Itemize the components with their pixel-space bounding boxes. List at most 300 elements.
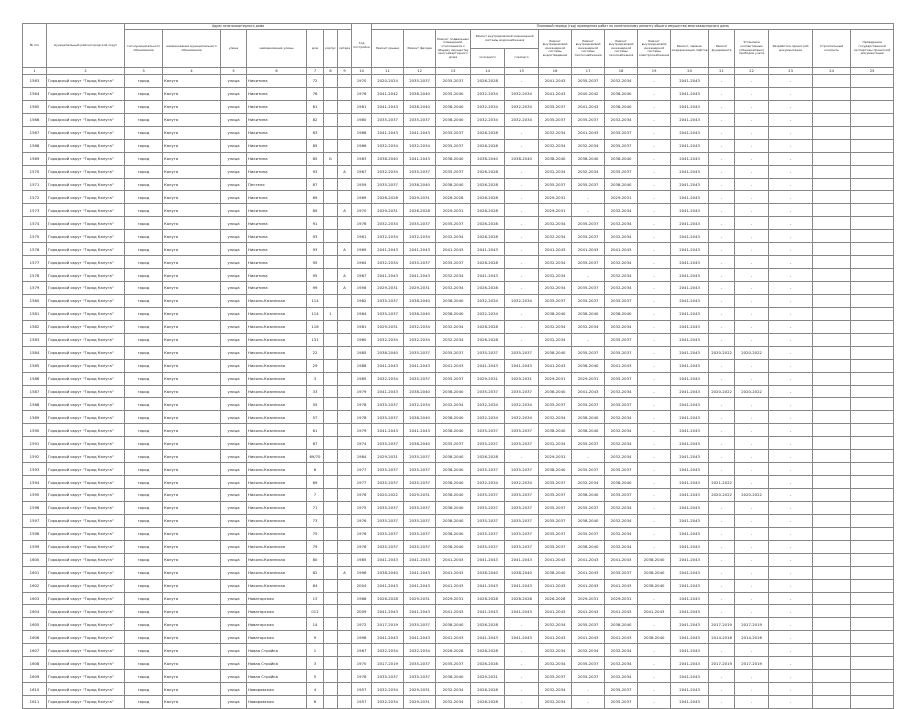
- table-cell: 2004: [352, 579, 372, 592]
- table-row: [23, 424, 894, 437]
- table-cell: -: [638, 450, 671, 463]
- table-cell: 2032-2034: [539, 618, 572, 631]
- table-cell: 2020-2022: [735, 489, 769, 502]
- table-cell: -: [769, 165, 813, 178]
- table-cell: 2032-2034: [539, 411, 572, 424]
- table-cell: 2020-2022: [735, 346, 769, 359]
- table-cell: город: [125, 489, 163, 502]
- table-cell: город: [125, 359, 163, 372]
- table-cell: 1610: [23, 683, 47, 696]
- table-cell: 2032-2034: [539, 333, 572, 346]
- table-cell: 2041-2043: [471, 605, 505, 618]
- table-cell: 2026-2028: [471, 126, 505, 139]
- table-cell: 2032-2034: [605, 113, 638, 126]
- table-cell: 2038-2040: [471, 152, 505, 165]
- table-cell: 2035-2037: [471, 501, 505, 514]
- table-row: [23, 139, 894, 152]
- table-cell: 2035-2037: [572, 657, 605, 670]
- table-cell: [324, 87, 338, 100]
- table-row: [23, 670, 894, 683]
- table-cell: 012: [307, 605, 324, 618]
- table-cell: Калуга: [163, 243, 221, 256]
- column-number: 20: [671, 68, 709, 75]
- table-cell: -: [735, 566, 769, 579]
- table-cell: -: [769, 152, 813, 165]
- table-cell: [851, 165, 894, 178]
- table-cell: улица: [221, 178, 247, 191]
- table-cell: 1604: [23, 605, 47, 618]
- table-cell: [338, 514, 352, 527]
- table-cell: 2041-2043: [671, 113, 709, 126]
- table-cell: 2032-2034: [572, 139, 605, 152]
- table-row: [23, 527, 894, 540]
- table-cell: -: [638, 243, 671, 256]
- table-cell: -: [709, 294, 735, 307]
- table-cell: [813, 683, 851, 696]
- table-cell: 2035-2037: [471, 540, 505, 553]
- table-cell: [338, 333, 352, 346]
- table-cell: 3: [307, 372, 324, 385]
- table-row: [23, 411, 894, 424]
- table-cell: 76: [307, 87, 324, 100]
- table-cell: -: [769, 501, 813, 514]
- table-cell: 2032-2034: [605, 269, 638, 282]
- table-cell: 1966: [352, 139, 372, 152]
- table-cell: -: [709, 126, 735, 139]
- column-number: 15: [505, 68, 539, 75]
- table-cell: 2041-2043: [436, 243, 471, 256]
- table-cell: -: [638, 269, 671, 282]
- table-cell: 2041-2043: [671, 178, 709, 191]
- table-cell: Городской округ "Город Калуга": [47, 333, 125, 346]
- table-cell: 2035-2037: [572, 398, 605, 411]
- table-cell: [813, 320, 851, 333]
- table-cell: Никитина: [247, 282, 307, 295]
- table-cell: -: [769, 87, 813, 100]
- table-cell: 2041-2043: [404, 631, 436, 644]
- table-cell: [813, 243, 851, 256]
- table-cell: [324, 113, 338, 126]
- table-cell: 2035-2037: [572, 178, 605, 191]
- table-cell: 1978: [352, 398, 372, 411]
- header-cell: Ремонт внутридомовой инженерной системы водоотведения: [539, 30, 572, 68]
- table-cell: -: [709, 282, 735, 295]
- table-cell: 87: [307, 178, 324, 191]
- table-cell: [338, 139, 352, 152]
- table-cell: 2041-2043: [404, 152, 436, 165]
- table-cell: город: [125, 618, 163, 631]
- table-cell: Калуга: [163, 579, 221, 592]
- table-cell: Городской округ "Город Калуга": [47, 359, 125, 372]
- table-cell: 2041-2043: [671, 631, 709, 644]
- table-cell: 1568: [23, 139, 47, 152]
- table-cell: 1996: [352, 566, 372, 579]
- table-cell: Городской округ "Город Калуга": [47, 282, 125, 295]
- table-cell: Николо-Козинская: [247, 411, 307, 424]
- table-cell: [324, 372, 338, 385]
- table-cell: 116: [307, 320, 324, 333]
- table-cell: 2035-2037: [505, 463, 539, 476]
- table-cell: 2035-2037: [505, 385, 539, 398]
- header-cell: Ремонт подвальных помещений, относящихся к общему имуществу многоквартирного дома: [436, 30, 471, 68]
- table-cell: 2032-2034: [471, 87, 505, 100]
- header-cell: Установка коллективных (общедомовых) приборов учета: [735, 30, 769, 68]
- table-cell: 82: [307, 566, 324, 579]
- table-cell: А: [338, 243, 352, 256]
- table-cell: город: [125, 113, 163, 126]
- table-cell: Городской округ "Город Калуга": [47, 398, 125, 411]
- table-cell: -: [638, 204, 671, 217]
- table-cell: 1970: [352, 204, 372, 217]
- column-number: 14: [471, 68, 505, 75]
- table-cell: -: [709, 230, 735, 243]
- table-cell: -: [769, 683, 813, 696]
- table-cell: улица: [221, 683, 247, 696]
- table-cell: -: [769, 553, 813, 566]
- table-cell: -: [735, 670, 769, 683]
- table-header: [23, 24, 894, 75]
- table-cell: 2038-2040: [605, 618, 638, 631]
- table-cell: -: [709, 372, 735, 385]
- table-cell: -: [638, 411, 671, 424]
- table-cell: -: [769, 644, 813, 657]
- table-cell: 2041-2043: [671, 372, 709, 385]
- table-cell: 2026-2028: [436, 644, 471, 657]
- table-cell: 2041-2043: [671, 152, 709, 165]
- table-cell: 1: [307, 644, 324, 657]
- header-cell: горячего: [505, 49, 539, 68]
- table-cell: улица: [221, 372, 247, 385]
- table-cell: Николо-Козинская: [247, 320, 307, 333]
- table-cell: 80: [307, 553, 324, 566]
- table-cell: улица: [221, 489, 247, 502]
- table-cell: 2026-2028: [471, 230, 505, 243]
- table-cell: Калуга: [163, 553, 221, 566]
- table-row: [23, 217, 894, 230]
- table-cell: 2035-2037: [505, 514, 539, 527]
- table-cell: -: [735, 476, 769, 489]
- table-cell: Никитина: [247, 165, 307, 178]
- table-cell: [338, 113, 352, 126]
- table-cell: -: [709, 152, 735, 165]
- table-cell: Городской округ "Город Калуга": [47, 450, 125, 463]
- header-cell: № п/п: [23, 24, 47, 68]
- table-cell: 2029-2031: [436, 204, 471, 217]
- table-cell: [851, 514, 894, 527]
- table-cell: 2035-2037: [505, 527, 539, 540]
- table-cell: улица: [221, 566, 247, 579]
- table-cell: -: [638, 165, 671, 178]
- table-cell: А: [338, 204, 352, 217]
- table-cell: 2041-2043: [539, 605, 572, 618]
- table-cell: 2032-2034: [372, 333, 404, 346]
- table-cell: [338, 605, 352, 618]
- table-cell: 2038-2040: [404, 294, 436, 307]
- table-cell: [851, 307, 894, 320]
- table-cell: -: [735, 605, 769, 618]
- table-cell: 2041-2043: [605, 605, 638, 618]
- table-cell: -: [709, 320, 735, 333]
- table-cell: Николо-Козинская: [247, 566, 307, 579]
- table-cell: Новаторская: [247, 631, 307, 644]
- table-cell: 2041-2043: [404, 566, 436, 579]
- table-cell: -: [735, 683, 769, 696]
- table-cell: [338, 230, 352, 243]
- column-number: 19: [638, 68, 671, 75]
- table-cell: 2035-2037: [539, 398, 572, 411]
- table-cell: [324, 165, 338, 178]
- table-cell: 4: [307, 683, 324, 696]
- table-cell: 1577: [23, 256, 47, 269]
- table-cell: -: [769, 282, 813, 295]
- table-cell: -: [769, 398, 813, 411]
- table-cell: Калуга: [163, 346, 221, 359]
- table-cell: город: [125, 450, 163, 463]
- table-cell: [851, 191, 894, 204]
- table-cell: 2026-2028: [372, 592, 404, 605]
- table-cell: -: [638, 514, 671, 527]
- table-cell: [813, 553, 851, 566]
- table-cell: -: [735, 191, 769, 204]
- table-cell: [851, 489, 894, 502]
- table-cell: -: [638, 320, 671, 333]
- table-cell: -: [505, 670, 539, 683]
- table-cell: Калуга: [163, 217, 221, 230]
- table-cell: 2041-2043: [505, 605, 539, 618]
- table-cell: Калуга: [163, 437, 221, 450]
- table-cell: город: [125, 696, 163, 709]
- column-number: 4: [163, 68, 221, 75]
- table-cell: 2041-2043: [671, 644, 709, 657]
- column-number: 23: [769, 68, 813, 75]
- table-cell: 2032-2034: [605, 256, 638, 269]
- table-cell: 82: [307, 113, 324, 126]
- table-cell: Николо-Козинская: [247, 437, 307, 450]
- table-cell: [324, 269, 338, 282]
- column-number-row: [23, 68, 894, 75]
- table-cell: улица: [221, 333, 247, 346]
- table-cell: 114: [307, 294, 324, 307]
- table-cell: -: [769, 204, 813, 217]
- table-cell: 2017-2019: [372, 657, 404, 670]
- table-cell: 2035-2037: [372, 463, 404, 476]
- table-cell: -: [769, 463, 813, 476]
- column-number: 8: [324, 68, 338, 75]
- table-cell: 2026-2028: [471, 696, 505, 709]
- table-cell: 2035-2037: [436, 217, 471, 230]
- table-cell: Николо-Козинская: [247, 579, 307, 592]
- table-cell: Калуга: [163, 113, 221, 126]
- table-cell: -: [769, 670, 813, 683]
- table-cell: -: [735, 592, 769, 605]
- table-cell: 2041-2043: [671, 75, 709, 88]
- table-cell: -: [638, 230, 671, 243]
- table-cell: 2038-2040: [605, 87, 638, 100]
- table-cell: 1975: [352, 501, 372, 514]
- table-cell: 2035-2037: [539, 113, 572, 126]
- table-cell: 2041-2043: [505, 359, 539, 372]
- table-cell: 2041-2043: [539, 75, 572, 88]
- table-cell: [338, 294, 352, 307]
- table-cell: город: [125, 191, 163, 204]
- table-cell: Новаторская: [247, 605, 307, 618]
- table-cell: [338, 592, 352, 605]
- table-cell: 13: [307, 592, 324, 605]
- table-cell: 1603: [23, 592, 47, 605]
- table-cell: [338, 307, 352, 320]
- table-cell: улица: [221, 605, 247, 618]
- table-cell: 2032-2034: [505, 398, 539, 411]
- table-cell: улица: [221, 631, 247, 644]
- table-cell: [813, 256, 851, 269]
- table-cell: 2035-2037: [572, 256, 605, 269]
- table-cell: 2040-2042: [572, 87, 605, 100]
- table-cell: 2029-2031: [505, 372, 539, 385]
- table-cell: Николо-Козинская: [247, 385, 307, 398]
- table-cell: улица: [221, 204, 247, 217]
- table-cell: 2032-2034: [372, 139, 404, 152]
- table-cell: 2035-2037: [471, 489, 505, 502]
- table-cell: 1584: [23, 346, 47, 359]
- table-cell: город: [125, 501, 163, 514]
- table-cell: -: [638, 282, 671, 295]
- column-number: 13: [436, 68, 471, 75]
- table-row: [23, 204, 894, 217]
- table-cell: 2041-2043: [372, 631, 404, 644]
- table-cell: 2026-2028: [471, 204, 505, 217]
- table-cell: Новая Стройка: [247, 657, 307, 670]
- table-cell: -: [735, 178, 769, 191]
- table-cell: [813, 139, 851, 152]
- table-cell: город: [125, 204, 163, 217]
- table-cell: 2041-2043: [671, 282, 709, 295]
- table-cell: 2032-2034: [505, 100, 539, 113]
- table-cell: Новая Стройка: [247, 670, 307, 683]
- table-cell: 2017-2019: [709, 618, 735, 631]
- table-cell: [324, 670, 338, 683]
- table-cell: 2032-2034: [404, 644, 436, 657]
- table-cell: -: [769, 631, 813, 644]
- table-cell: -: [638, 670, 671, 683]
- table-cell: 2032-2034: [436, 230, 471, 243]
- table-cell: Калуга: [163, 359, 221, 372]
- table-cell: Калуга: [163, 126, 221, 139]
- table-cell: 2038-2040: [539, 307, 572, 320]
- table-cell: 1566: [23, 113, 47, 126]
- table-cell: [324, 683, 338, 696]
- table-cell: Никитина: [247, 100, 307, 113]
- table-cell: 2041-2043: [372, 553, 404, 566]
- table-cell: [338, 346, 352, 359]
- table-cell: 2041-2043: [671, 696, 709, 709]
- table-cell: -: [638, 126, 671, 139]
- table-cell: город: [125, 411, 163, 424]
- table-cell: 2032-2034: [539, 320, 572, 333]
- table-cell: -: [505, 269, 539, 282]
- table-cell: [338, 450, 352, 463]
- table-cell: 2032-2034: [605, 282, 638, 295]
- table-cell: 2041-2043: [671, 256, 709, 269]
- table-cell: [324, 398, 338, 411]
- table-cell: 1572: [23, 191, 47, 204]
- table-cell: 2032-2034: [605, 514, 638, 527]
- table-cell: [851, 657, 894, 670]
- table-cell: 2035-2037: [436, 372, 471, 385]
- table-cell: [338, 385, 352, 398]
- table-cell: 73: [307, 514, 324, 527]
- table-cell: -: [505, 126, 539, 139]
- table-cell: -: [769, 450, 813, 463]
- table-cell: [851, 100, 894, 113]
- table-cell: 2032-2034: [436, 282, 471, 295]
- table-cell: 2041-2043: [671, 463, 709, 476]
- table-cell: 1606: [23, 631, 47, 644]
- table-cell: Никитина: [247, 139, 307, 152]
- table-cell: 2029-2031: [471, 670, 505, 683]
- table-cell: 2038-2040: [404, 100, 436, 113]
- table-cell: 2041-2043: [671, 411, 709, 424]
- table-cell: 2041-2043: [671, 605, 709, 618]
- table-cell: город: [125, 100, 163, 113]
- table-cell: 33: [307, 385, 324, 398]
- table-cell: Городской округ "Город Калуга": [47, 385, 125, 398]
- table-cell: [324, 243, 338, 256]
- table-cell: -: [769, 385, 813, 398]
- table-cell: 2035-2037: [404, 450, 436, 463]
- table-cell: [324, 346, 338, 359]
- table-cell: 71: [307, 501, 324, 514]
- table-cell: 2038-2040: [572, 307, 605, 320]
- table-cell: 2041-2043: [505, 631, 539, 644]
- table-cell: 2038-2040: [539, 346, 572, 359]
- table-cell: [813, 579, 851, 592]
- table-cell: -: [638, 501, 671, 514]
- table-cell: -: [638, 178, 671, 191]
- table-cell: 1587: [23, 385, 47, 398]
- table-cell: улица: [221, 320, 247, 333]
- table-cell: 2035-2037: [539, 501, 572, 514]
- table-cell: 2035-2037: [572, 346, 605, 359]
- table-cell: город: [125, 372, 163, 385]
- table-row: [23, 501, 894, 514]
- table-cell: Калуга: [163, 463, 221, 476]
- table-cell: 2041-2043: [671, 230, 709, 243]
- table-row: [23, 230, 894, 243]
- table-cell: -: [709, 217, 735, 230]
- table-cell: Городской округ "Город Калуга": [47, 243, 125, 256]
- table-cell: 2035-2037: [404, 670, 436, 683]
- table-cell: [338, 696, 352, 709]
- table-cell: 2032-2034: [605, 657, 638, 670]
- table-cell: город: [125, 579, 163, 592]
- table-cell: Городской округ "Город Калуга": [47, 139, 125, 152]
- table-cell: [813, 618, 851, 631]
- table-cell: [813, 476, 851, 489]
- table-cell: 2032-2034: [471, 113, 505, 126]
- table-cell: 2020-2022: [709, 346, 735, 359]
- table-cell: Городской округ "Город Калуга": [47, 178, 125, 191]
- table-row: [23, 256, 894, 269]
- table-row: [23, 592, 894, 605]
- address-group-caption: Адрес многоквартирного дома: [125, 24, 352, 30]
- table-cell: 2038-2040: [436, 152, 471, 165]
- table-cell: -: [709, 592, 735, 605]
- table-cell: [338, 256, 352, 269]
- table-cell: 2035-2037: [539, 178, 572, 191]
- table-cell: Калуга: [163, 657, 221, 670]
- table-cell: [324, 501, 338, 514]
- table-row: [23, 385, 894, 398]
